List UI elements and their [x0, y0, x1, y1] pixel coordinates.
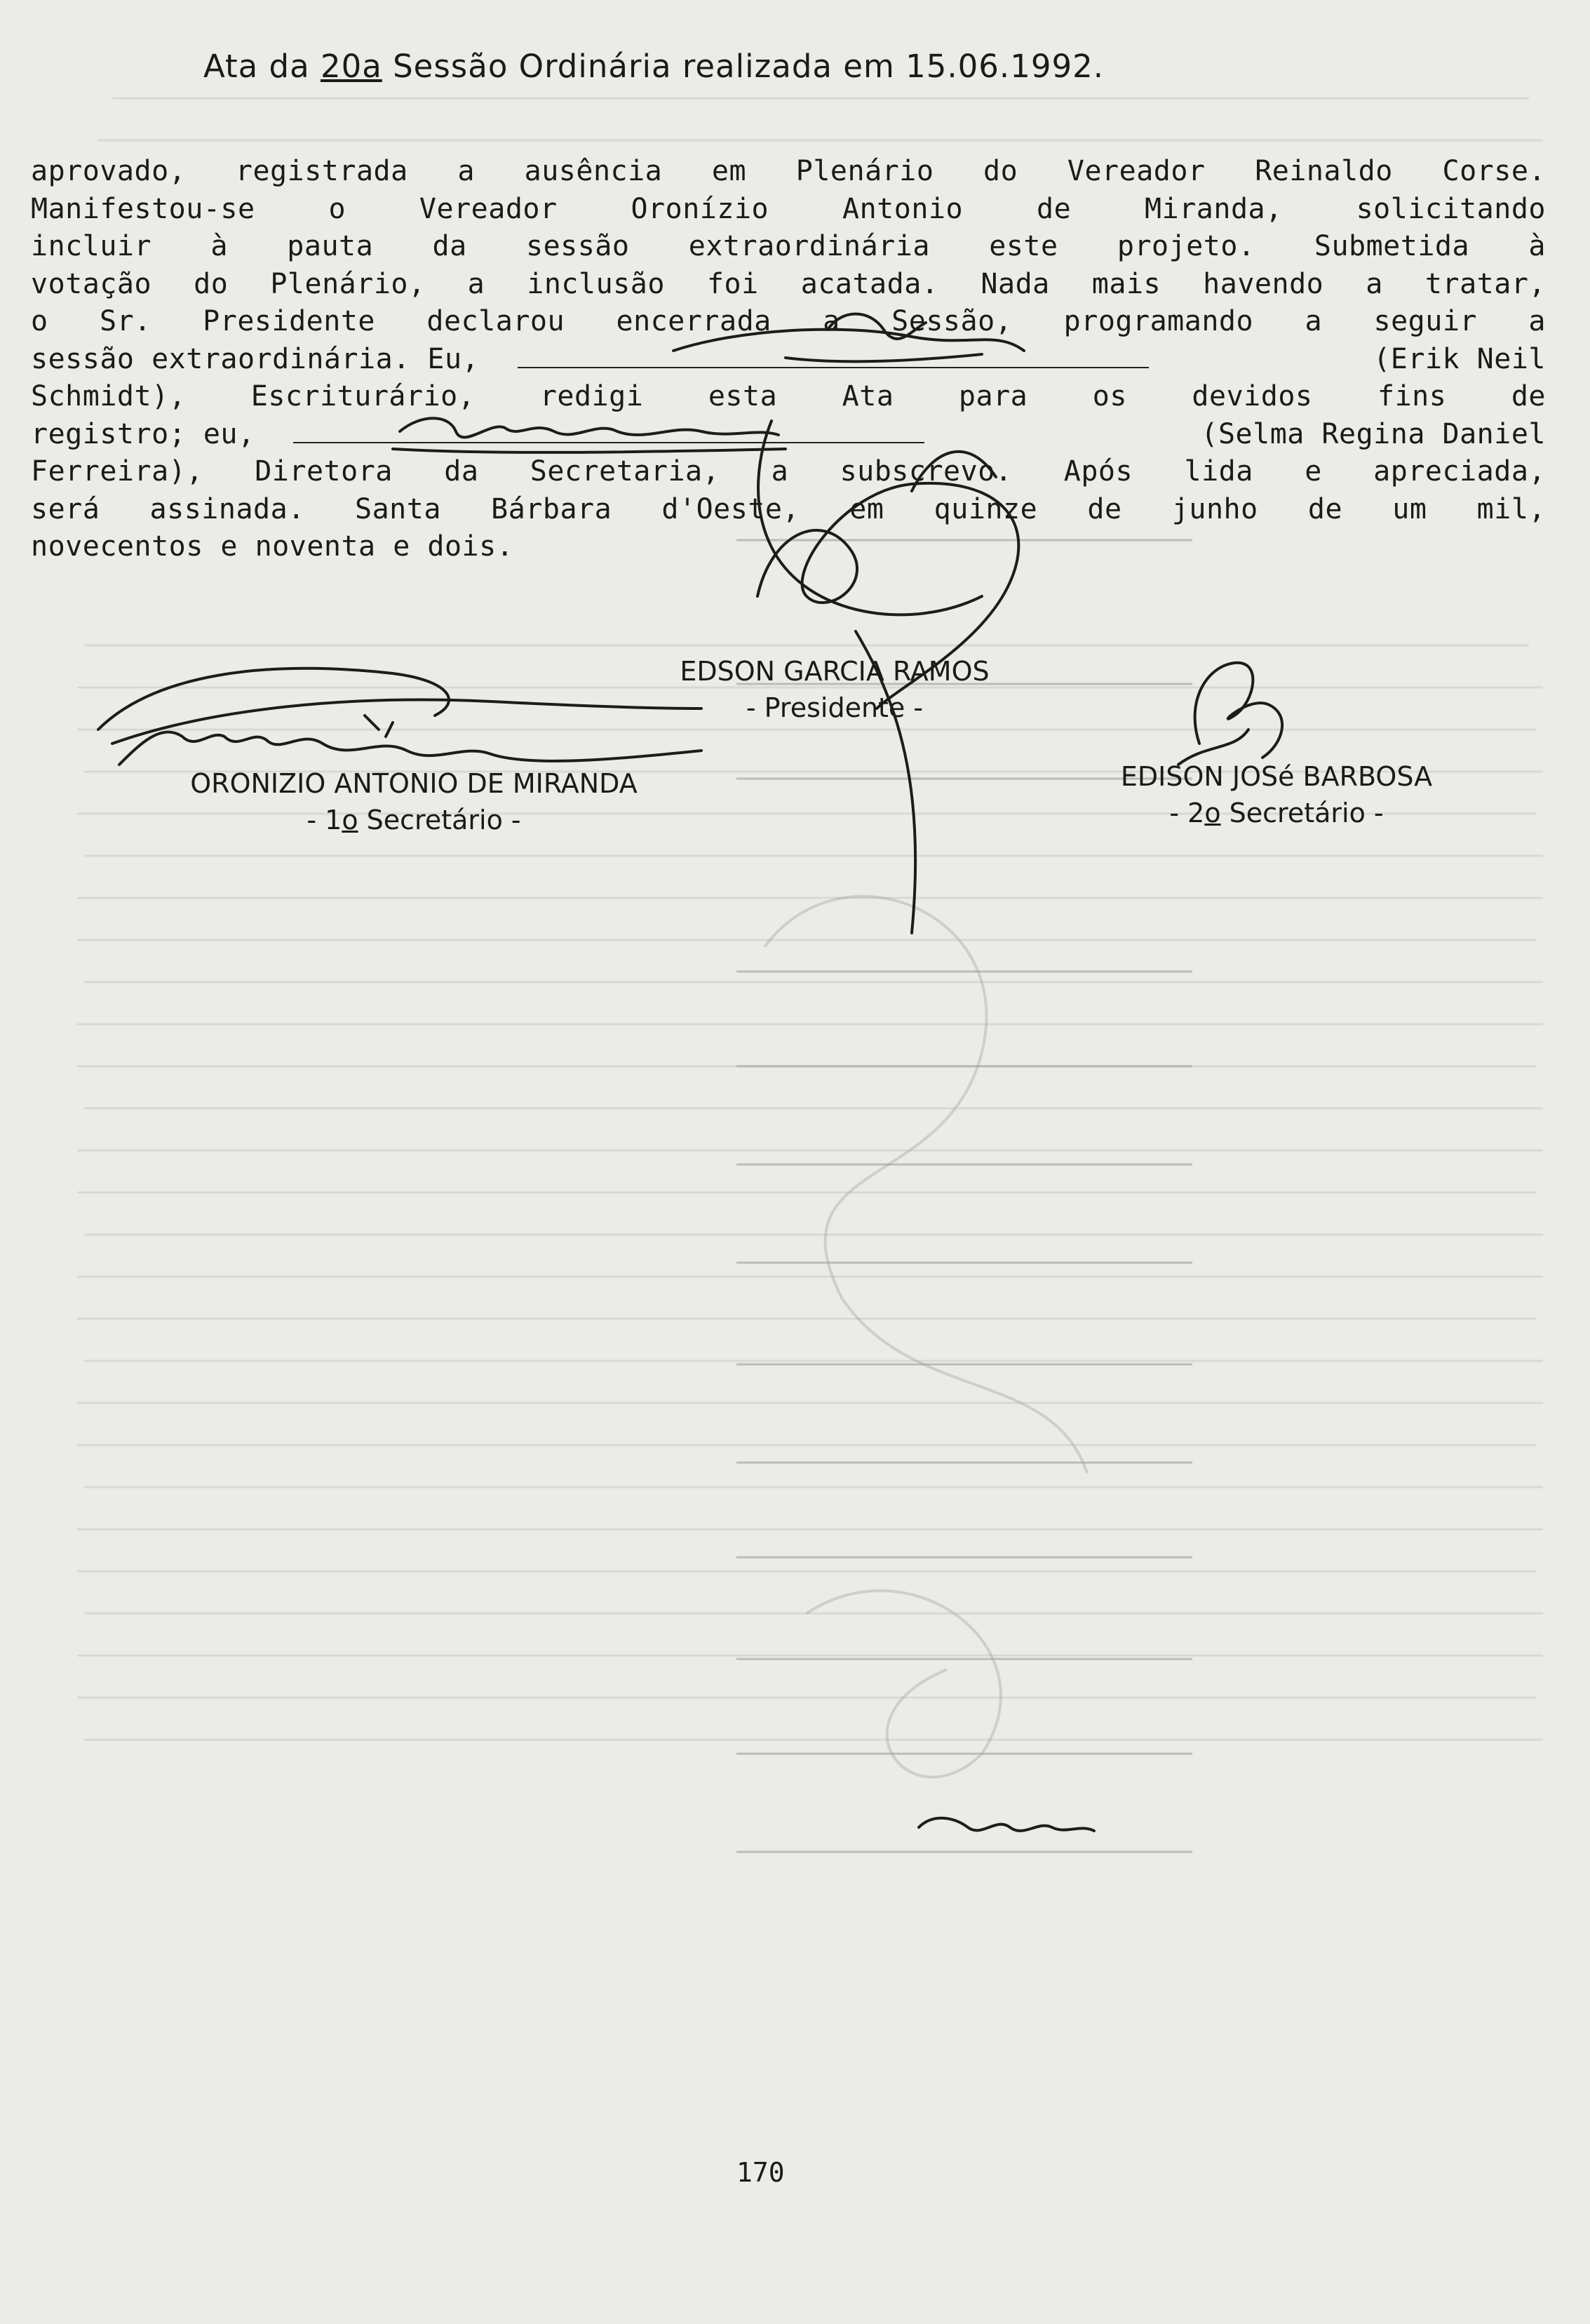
president-block — [631, 656, 1038, 723]
body-line-part: (Selma Regina Daniel — [1201, 417, 1546, 450]
body-line: Schmidt), Escriturário, redigi esta Ata para os devidos fins de — [31, 380, 1546, 412]
body-line-part: sessão extraordinária. Eu, — [31, 342, 480, 375]
body-line-with-blank — [31, 416, 1546, 454]
body-line-part: (Erik Neil — [1373, 342, 1546, 375]
title-session-number: 20a — [320, 48, 382, 85]
president-role: - Presidente - — [746, 692, 924, 723]
title-suffix: Sessão Ordinária realizada em 15.06.1992. — [382, 48, 1105, 85]
body-line: novecentos e noventa e dois. — [31, 530, 514, 563]
minutes-body — [31, 153, 1546, 566]
title-prefix: Ata da — [203, 48, 321, 85]
signature-second-secretary — [1178, 663, 1282, 765]
body-line: incluir à pauta da sessão extraordinária este projeto. Submetida à — [31, 230, 1546, 262]
body-line: Ferreira), Diretora da Secretaria, a subscrevo. Após lida e apreciada, — [31, 455, 1546, 488]
body-line: votação do Plenário, a inclusão foi acatada. Nada mais havendo a tratar, — [31, 267, 1546, 300]
first-secretary-role — [105, 805, 722, 835]
body-line: Manifestou-se o Vereador Oronízio Antonio de Miranda, solicitando — [31, 192, 1546, 225]
body-line: o Sr. Presidente declarou encerrada a Sessão, programando a seguir a — [31, 305, 1546, 337]
second-secretary-role — [1038, 798, 1515, 828]
first-secretary-role-prefix: - 1 — [306, 805, 342, 835]
first-secretary-block — [105, 768, 722, 835]
second-secretary-role-suffix: Secretário - — [1220, 798, 1384, 828]
document-title — [203, 48, 1298, 85]
body-line: será assinada. Santa Bárbara d'Oeste, em quinze de junho de um mil, — [31, 492, 1546, 525]
second-secretary-role-ordinal: o — [1204, 798, 1221, 828]
signature-blank-line — [518, 367, 1149, 368]
signature-first-secretary-flourish — [112, 700, 701, 744]
first-secretary-role-ordinal: o — [342, 805, 358, 835]
signature-first-secretary — [98, 669, 701, 765]
signature-minor — [919, 1818, 1094, 1831]
president-name: EDSON GARCIA RAMOS — [680, 656, 990, 687]
second-secretary-role-prefix: - 2 — [1169, 798, 1205, 828]
page-number: 170 — [736, 2157, 785, 2188]
body-line: aprovado, registrada a ausência em Plenário do Vereador Reinaldo Corse. — [31, 155, 1546, 187]
second-secretary-name: EDISON JOSé BARBOSA — [1120, 761, 1433, 792]
second-secretary-block — [1038, 761, 1515, 828]
first-secretary-role-suffix: Secretário - — [358, 805, 521, 835]
signature-blank-line — [293, 442, 924, 443]
body-line-with-blank — [31, 341, 1546, 379]
first-secretary-name: ORONIZIO ANTONIO DE MIRANDA — [190, 768, 638, 799]
body-line-part: registro; eu, — [31, 417, 255, 450]
